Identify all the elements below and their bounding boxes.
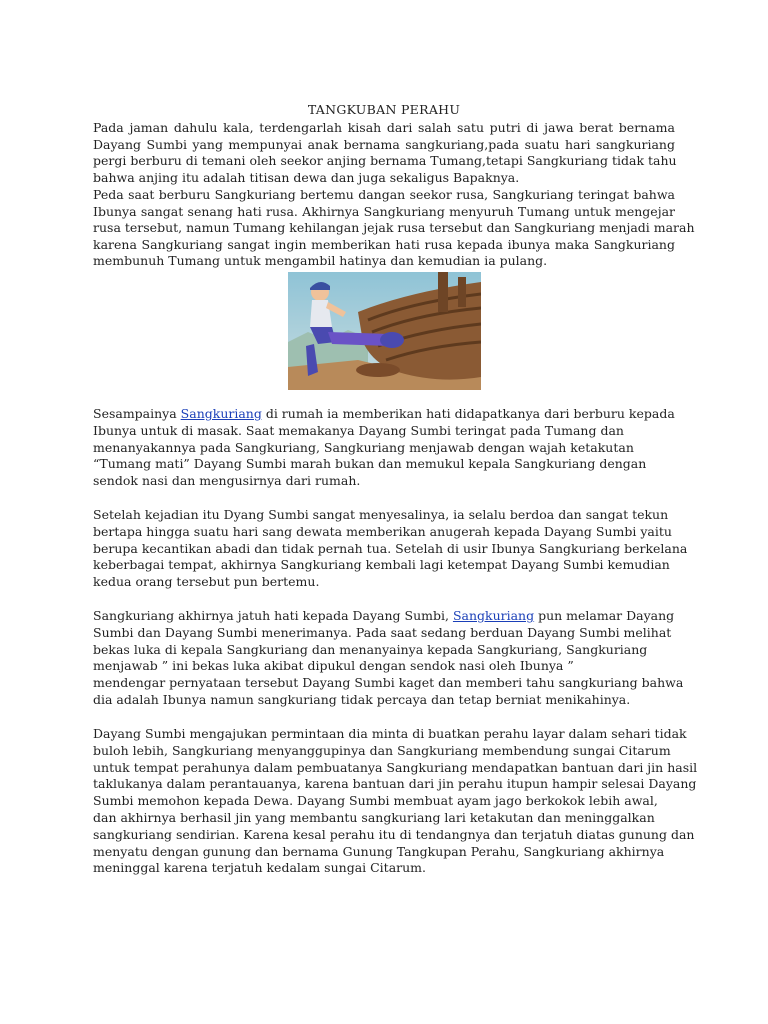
text-line: sangkuriang sendirian. Karena kesal perahu itu di tendangnya dan terjatuh diatas gunung dan	[93, 826, 695, 842]
text-line: taklukanya dalam perantauanya, karena bantuan dari jin perahu itupun hampir selesai Dayang	[93, 776, 697, 792]
paragraph-6	[93, 726, 698, 877]
text-line: meninggal karena terjatuh kedalam sungai Citarum.	[93, 860, 427, 876]
text-line: pergi berburu di temani oleh seekor anjing bernama Tumang,tetapi Sangkuriang tidak tahu	[93, 153, 677, 169]
text-line: buloh lebih, Sangkuriang menyanggupinya dan Sangkuriang membendung sungai Citarum	[93, 742, 671, 758]
text-line: sendok nasi dan mengusirnya dari rumah.	[93, 473, 361, 489]
text-line: Peda saat berburu Sangkuriang bertemu dangan seekor rusa, Sangkuriang teringat bahwa	[93, 187, 675, 202]
text-line: bertapa hingga suatu hari sang dewata memberikan anugerah kepada Dayang Sumbi yaitu	[93, 523, 672, 539]
text-line: keberbagai tempat, akhirnya Sangkuriang kembali lagi ketempat Dayang Sumbi kemudian	[93, 557, 670, 573]
text-line: Sumbi memohon kepada Dewa. Dayang Sumbi membuat ayam jago berkokok lebih awal,	[93, 793, 658, 809]
text-line: “Tumang mati” Dayang Sumbi marah bukan dan memukul kepala Sangkuriang dengan	[93, 456, 647, 472]
story-illustration	[288, 272, 481, 390]
text-segment: di rumah ia memberikan hati didapatkanya dari berburu kepada	[261, 406, 675, 421]
text-segment: pun melamar Dayang	[534, 608, 675, 623]
text-segment: Sesampainya	[93, 406, 181, 421]
text-line: Setelah kejadian itu Dyang Sumbi sangat menyesalinya, ia selalu berdoa dan sangat tekun	[93, 507, 669, 522]
text-line: berupa kecantikan abadi dan tidak pernah tua. Setelah di usir Ibunya Sangkuriang berkelana	[93, 540, 688, 556]
text-line: menjawab ” ini bekas luka akibat dipukul dengan sendok nasi oleh Ibunya ”	[93, 658, 574, 674]
text-line	[93, 608, 683, 625]
text-line: Ibunya sangat senang hati rusa. Akhirnya Sangkuriang menyuruh Tumang untuk mengejar	[93, 203, 675, 219]
text-line: dia adalah Ibunya namun sangkuriang tidak percaya dan tetap berniat menikahinya.	[93, 691, 631, 707]
text-line: Sumbi dan Dayang Sumbi menerimanya. Pada saat sedang berduan Dayang Sumbi melihat	[93, 624, 672, 640]
text-line: Dayang Sumbi mengajukan permintaan dia minta di buatkan perahu layar dalam sehari tidak	[93, 726, 687, 741]
sangkuriang-link[interactable]: Sangkuriang	[180, 406, 262, 421]
text-line: kedua orang tersebut pun bertemu.	[93, 574, 320, 590]
text-line: menanyakannya pada Sangkuriang, Sangkuriang menjawab dengan wajah ketakutan	[93, 439, 634, 455]
document-title: TANGKUBAN PERAHU	[307, 102, 461, 117]
paragraph-1	[93, 120, 675, 186]
paragraph-5	[93, 608, 683, 709]
text-line: rusa tersebut, namun Tumang kehilangan jejak rusa tersebut dan Sangkuriang menjadi marah	[93, 220, 695, 236]
text-line: untuk tempat perahunya dalam pembuatanya Sangkuriang mendapatkan bantuan dari jin hasil	[93, 759, 698, 775]
text-line: Ibunya untuk di masak. Saat memakanya Dayang Sumbi teringat pada Tumang dan	[93, 422, 624, 438]
text-line: mendengar pernyataan tersebut Dayang Sumbi kaget dan memberi tahu sangkuriang bahwa	[93, 675, 684, 691]
text-line: bekas luka di kepala Sangkuriang dan menanyainya kepada Sangkuriang, Sangkuriang	[93, 641, 648, 657]
text-line: dan akhirnya berhasil jin yang membantu sangkuriang lari ketakutan dan meninggalkan	[93, 809, 655, 825]
text-line: membunuh Tumang untuk mengambil hatinya dan kemudian ia pulang.	[93, 253, 548, 269]
text-segment: Sangkuriang akhirnya jatuh hati kepada Dayang Sumbi,	[93, 608, 453, 623]
text-line: menyatu dengan gunung dan bernama Gunung Tangkupan Perahu, Sangkuriang akhirnya	[93, 843, 665, 859]
text-line	[93, 406, 683, 423]
text-line: bahwa anjing itu adalah titisan dewa dan juga sekaligus Bapaknya.	[93, 169, 520, 185]
text-line: Dayang Sumbi yang mempunyai anak bernama sangkuriang,pada suatu hari sangkuriang	[93, 136, 675, 152]
text-line: Pada jaman dahulu kala, terdengarlah kisah dari salah satu putri di jawa berat bernama	[93, 120, 675, 135]
paragraph-3	[93, 406, 683, 490]
sangkuriang-link[interactable]: Sangkuriang	[452, 608, 535, 623]
paragraph-2	[93, 187, 695, 270]
text-line: karena Sangkuriang sangat ingin memberikan hati rusa kepada ibunya maka Sangkuriang	[93, 236, 675, 252]
paragraph-4	[93, 507, 688, 591]
